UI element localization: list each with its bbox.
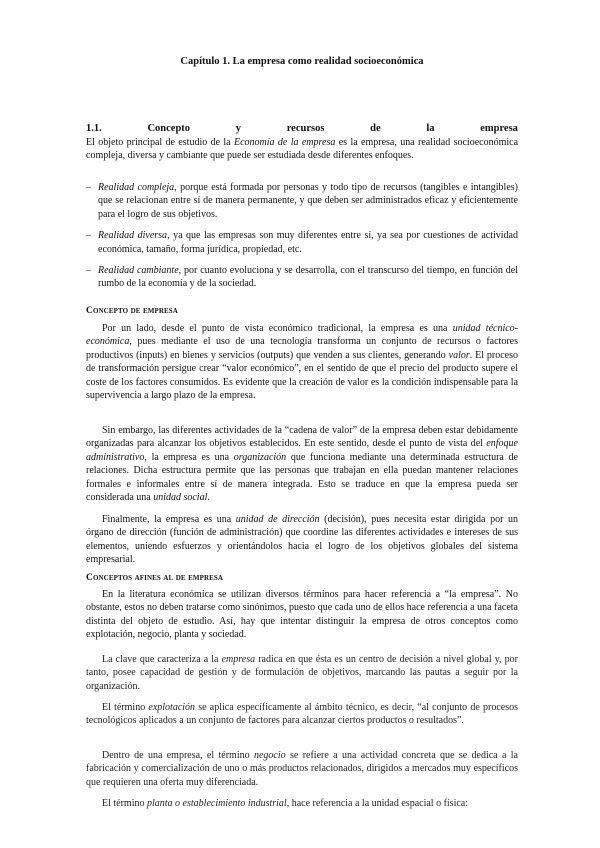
paragraph: La clave que caracteriza a la empresa radica en que ésta es un centro de decisión a nivel global y, por tanto, posee capacidad de gestión y de formulación de objetivos, marcando las pautas a seguir por la organización. [86, 654, 518, 692]
paragraph: Por un lado, desde el punto de vista económico tradicional, la empresa es una unidad técnico-económica, pues mediante el uso de una tecnología transforma un conjunto de recursos o factores productivos (inputs) en bienes y servicios (outputs) que venden a sus clientes, generando valor. El proceso de transformación persigue crear “valor económico”, en el sentido de que el precio del producto supere el coste de los factores consumidos. Es evidente que la creación de valor es la condición indispensable para la supervivencia a largo plazo de la empresa. [86, 323, 518, 402]
subheading-conceptos-afines: Conceptos afines al de empresa [86, 573, 224, 583]
list-item: – Realidad diversa, ya que las empresas son muy diferentes entre sí, ya sea por cuestiones de actividad económica, tamaño, forma jurídica, propiedad, etc. [86, 230, 518, 255]
section-heading [86, 123, 518, 134]
list-item: – Realidad cambiante, por cuanto evoluciona y se desarrolla, con el transcurso del tiempo, en función del rumbo de la economía y de la sociedad. [86, 265, 518, 290]
section-word: de [370, 123, 381, 134]
section-word: Concepto [147, 123, 191, 134]
paragraph: Sin embargo, las diferentes actividades de la “cadena de valor” de la empresa deben estar debidamente organizadas para alcanzar los objetivos establecidos. En este sentido, desde el punto de vista del enfoque administrativo, la empresa es una organización que funciona mediante una determinada estructura de relaciones. Dicha estructura permite que las personas que trabajan en ella puedan mantener relaciones formales e informales entre sí de manera integrada. Esto se traduce en que la empresa pueda ser considerada una unidad social. [86, 425, 518, 504]
paragraph: El término explotación se aplica específicamente al ámbito técnico, es decir, “al conjunto de procesos tecnológicos aplicados a un conjunto de factores para alcanzar ciertos productos o resultados”. [86, 702, 518, 727]
section-number: 1.1. [86, 123, 102, 134]
chapter-title: Capítulo 1. La empresa como realidad socioeconómica [180, 56, 424, 67]
reality-bullet-list [86, 181, 518, 291]
subheading-concepto: Concepto de empresa [86, 306, 178, 316]
paragraph: El término planta o establecimiento industrial, hace referencia a la unidad espacial o física: [102, 798, 469, 809]
section-word: la [426, 123, 435, 134]
section-word: recursos [286, 123, 325, 134]
intro-paragraph: El objeto principal de estudio de la Economía de la empresa es la empresa, una realidad socioeconómica compleja, diversa y cambiante que puede ser estudiada desde diferentes enfoques. [86, 137, 519, 162]
paragraph: Dentro de una empresa, el término negocio se refiere a una actividad concreta que se dedica a la fabricación y comercialización de uno o más productos relacionados, dirigidos a mercados muy específicos que requieren una oferta muy diferenciada. [86, 750, 518, 788]
list-item: – Realidad compleja, porque está formada por personas y todo tipo de recursos (tangibles e intangibles) que se relacionan entre sí de manera permanente, y que deben ser administrados eficaz y eficientemente para el logro de sus objetivos. [86, 182, 518, 220]
paragraph: En la literatura económica se utilizan diversos términos para hacer referencia a “la empresa”. No obstante, estos no deben tratarse como sinónimos, puesto que cada uno de ellos hace referencia a una faceta distinta del objeto de estudio. Así, hay que intentar distinguir la empresa de otros conceptos como explotación, negocio, planta y sociedad. [86, 589, 518, 641]
paragraph: Finalmente, la empresa es una unidad de dirección (decisión), pues necesita estar dirigida por un órgano de dirección (función de administración) que coordine las diferentes actividades e intereses de sus elementos, uniendo esfuerzos y orientándolos hacia el logro de los objetivos globales del sistema empresarial. [86, 514, 519, 566]
section-word: empresa [480, 123, 518, 134]
section-word: y [235, 123, 241, 134]
